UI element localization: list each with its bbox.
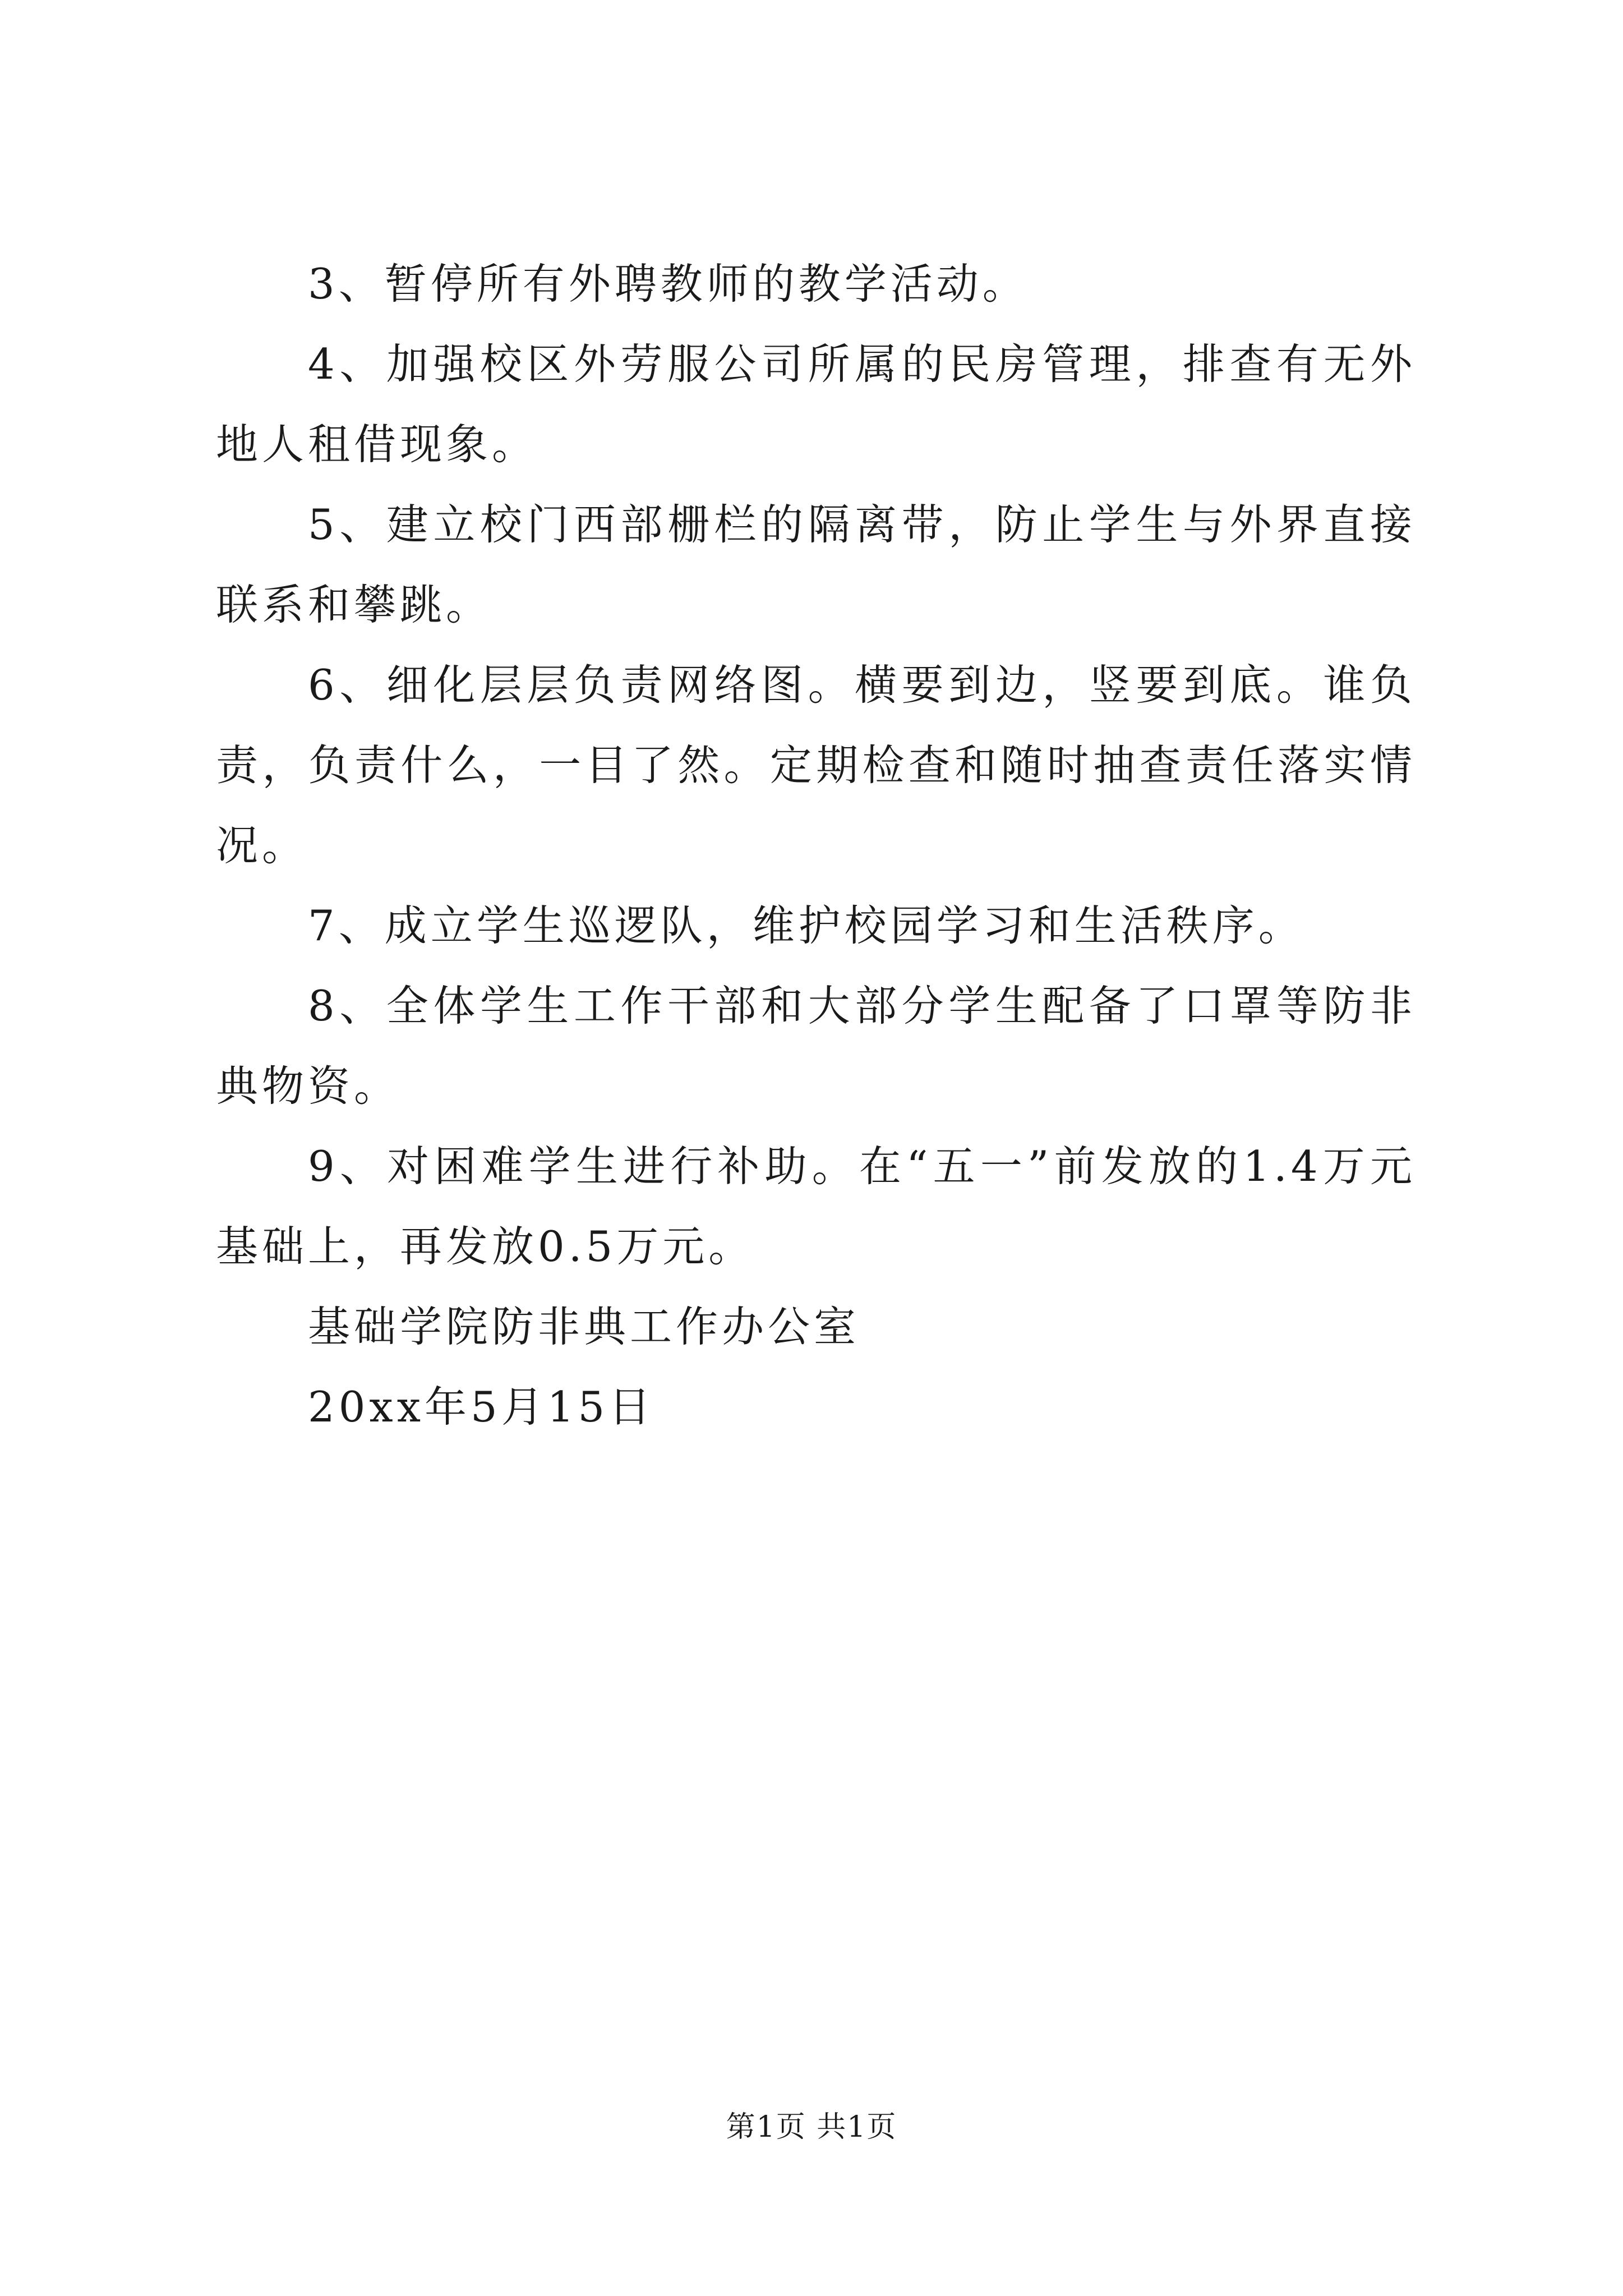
signature-office: 基础学院防非典工作办公室 [308,1302,860,1351]
list-item: 5、建立校门西部栅栏的隔离带，防止学生与外界直接联系和攀跳。 [216,500,1416,629]
page-number-footer: 第1页 共1页 [726,2110,897,2144]
list-item: 4、加强校区外劳服公司所属的民房管理，排查有无外地人租借现象。 [216,339,1416,469]
list-item: 3、暂停所有外聘教师的教学活动。 [308,259,1029,309]
list-item: 8、全体学生工作干部和大部分学生配备了口罩等防非典物资。 [216,981,1416,1111]
list-item: 9、对困难学生进行补助。在“五一”前发放的1.4万元基础上，再发放0.5万元。 [216,1142,1416,1271]
document-body [216,244,1416,1447]
list-item: 7、成立学生巡逻队，维护校园学习和生活秩序。 [308,901,1304,950]
signature-date: 20xx年5月15日 [308,1382,655,1432]
list-item: 6、细化层层负责网络图。横要到边，竖要到底。谁负责，负责什么，一目了然。定期检查和随时抽查责任落实情况。 [216,660,1416,870]
